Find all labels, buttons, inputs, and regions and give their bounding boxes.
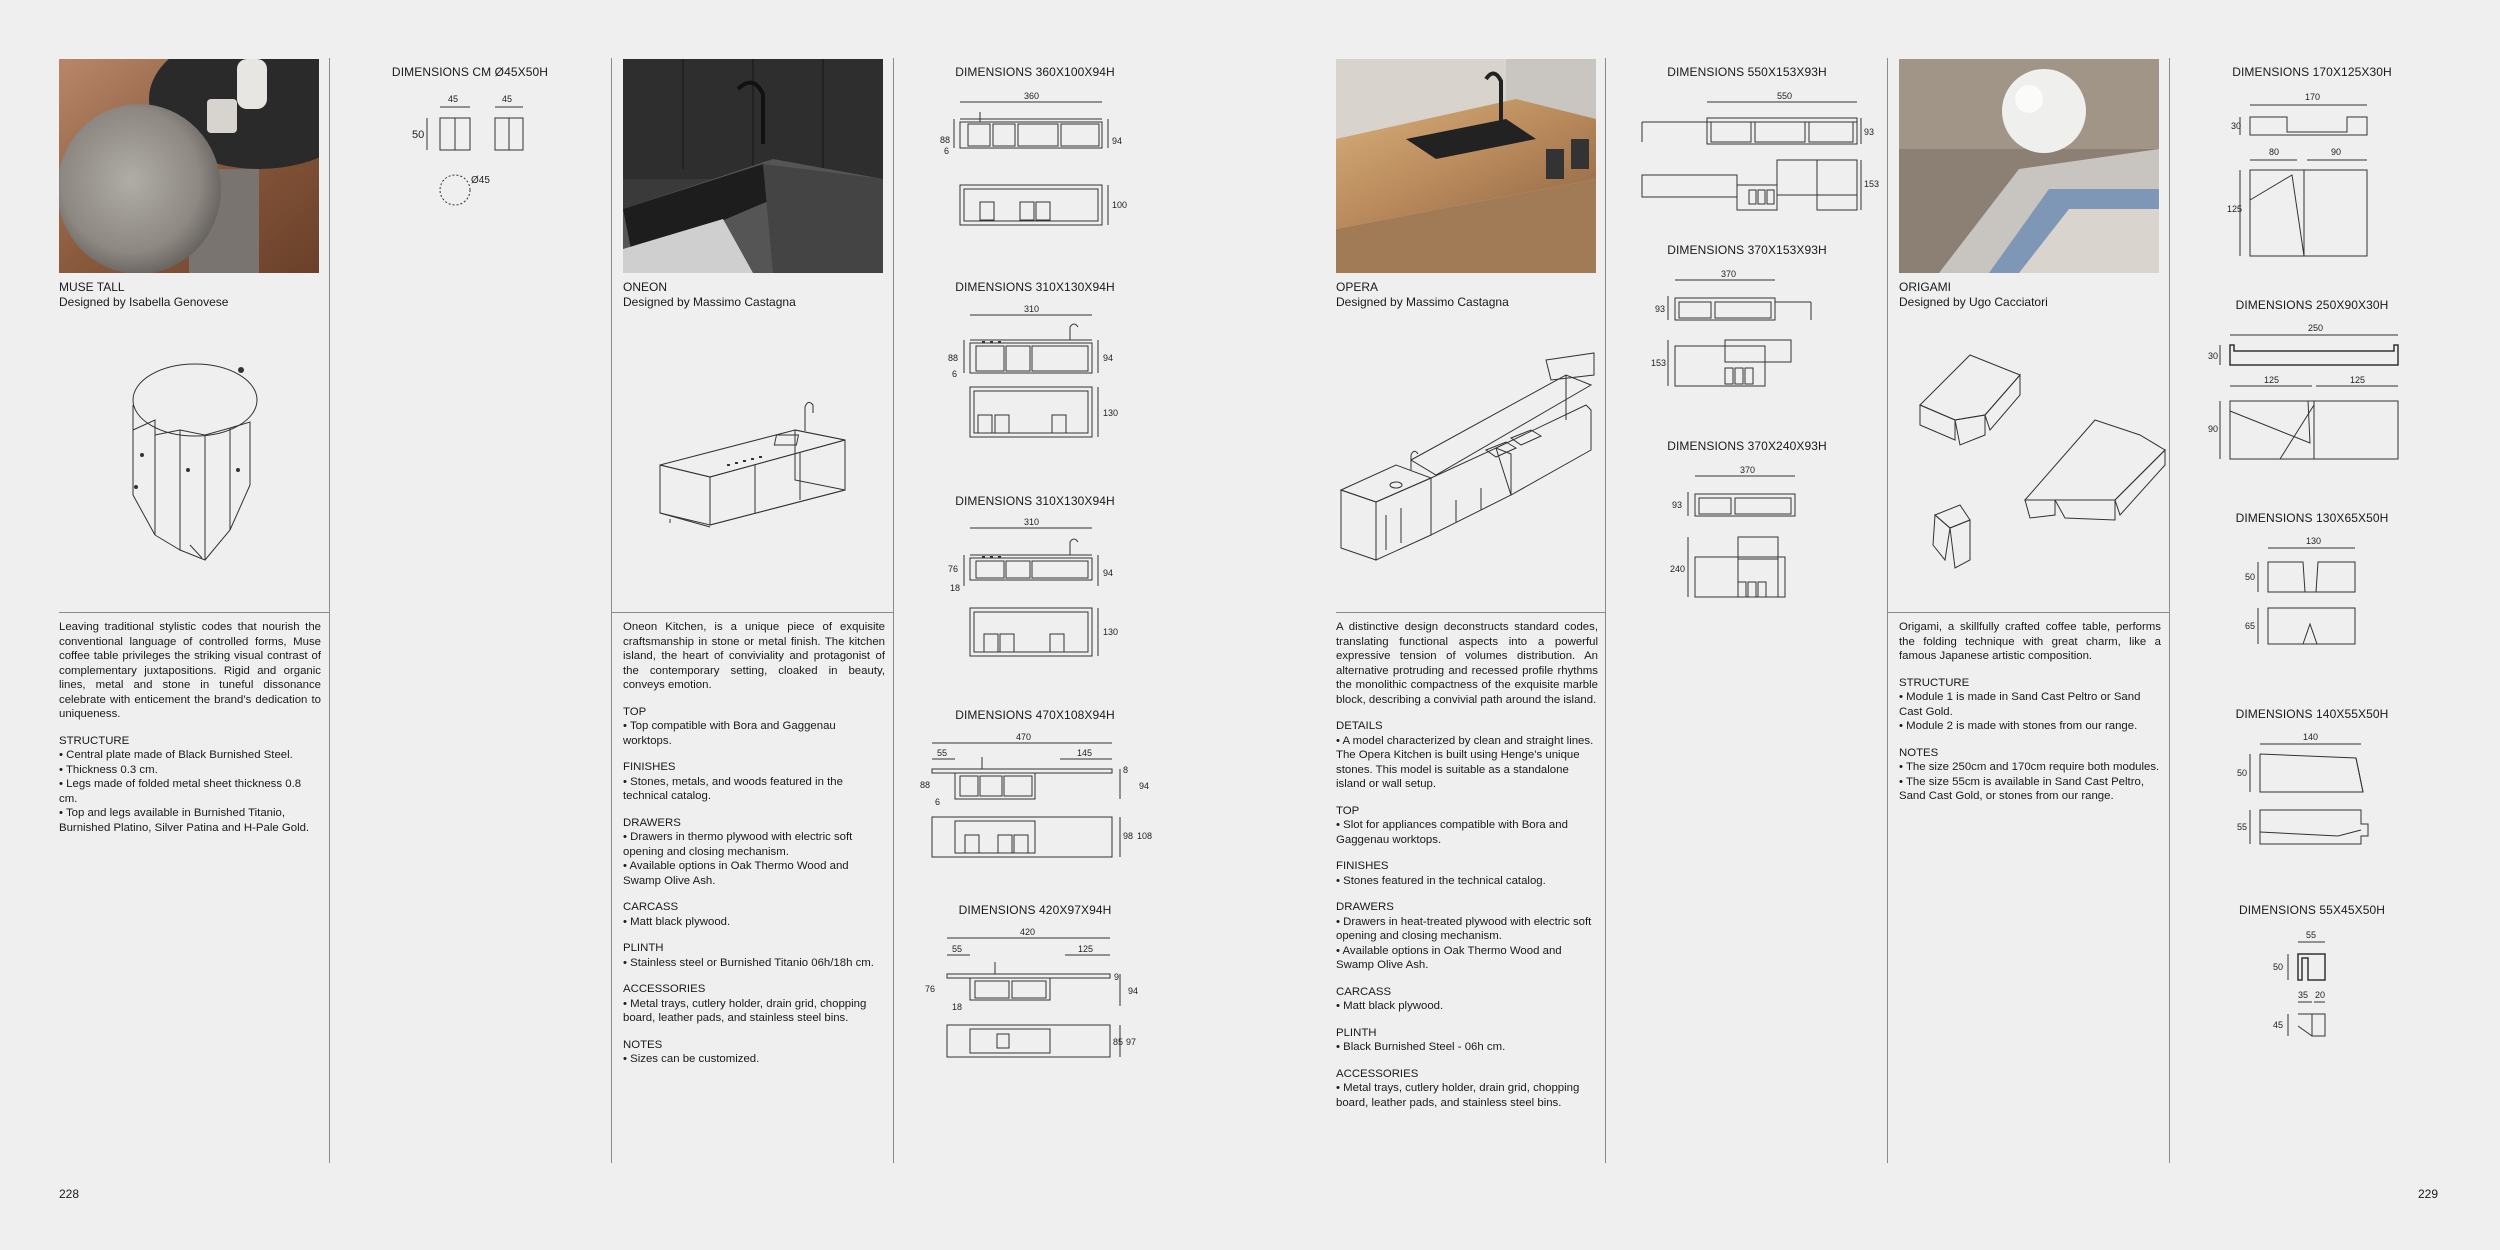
dim-label: 88 xyxy=(920,780,931,790)
dim-label: 45 xyxy=(2273,1020,2284,1030)
dim-label: 90 xyxy=(2208,424,2219,434)
spec-section xyxy=(1336,804,1598,848)
spec-heading: TOP xyxy=(1336,804,1360,817)
product-text xyxy=(1899,620,2161,804)
spec-heading: ACCESSORIES xyxy=(623,983,706,995)
product-name: OPERA xyxy=(1336,280,1379,294)
dim-label: 100 xyxy=(1112,200,1128,210)
dim-label: 9 xyxy=(1114,972,1120,982)
dim-label: 310 xyxy=(1024,517,1040,527)
product-caption xyxy=(1336,280,1598,310)
section-rule xyxy=(611,612,893,613)
spec-heading: DRAWERS xyxy=(1336,901,1394,913)
dim-label: 94 xyxy=(1103,568,1114,578)
spec-section xyxy=(623,941,885,970)
dim-label: 93 xyxy=(1655,304,1666,314)
spec-line: • Slot for appliances compatible with Bora and Gaggenau worktops. xyxy=(1336,819,1568,846)
page-number-right: 229 xyxy=(2418,1187,2439,1201)
spec-line: • Module 1 is made in Sand Cast Peltro or Sand Cast Gold. xyxy=(1899,691,2141,718)
product-text xyxy=(623,620,885,1067)
spec-heading: PLINTH xyxy=(623,942,664,954)
spec-line: • Legs made of folded metal sheet thickness 0.8 cm. xyxy=(59,778,302,805)
dim-label: 140 xyxy=(2303,732,2319,742)
product-description: Leaving traditional stylistic codes that nourish the conventional language of controlled forms, Muse coffee table privileges the striking visual contrast of complementary juxtapositions. Rigid and organic lines, metal and stone in tuneful dissonance celebrate with enticement the brand’s dedication to uniqueness. xyxy=(59,621,321,720)
spec-section xyxy=(1899,746,2161,804)
dim-label: 310 xyxy=(1024,304,1040,314)
oneon-drawing xyxy=(655,395,895,535)
product-designer: Designed by Massimo Castagna xyxy=(623,295,796,309)
dim-label: 108 xyxy=(1137,831,1153,841)
dim-label: 153 xyxy=(1864,179,1880,189)
dim-label: 50 xyxy=(2237,768,2248,778)
dim-label: 125 xyxy=(2264,375,2280,385)
dim-label: 30 xyxy=(2231,121,2242,131)
oneon-dimension-drawing xyxy=(940,518,1140,658)
dim-label: 130 xyxy=(1103,627,1119,637)
dim-label: 153 xyxy=(1651,358,1667,368)
section-rule xyxy=(59,612,329,613)
dim-label: 240 xyxy=(1670,564,1686,574)
muse-tall-photo xyxy=(59,59,319,273)
dim-label: Ø45 xyxy=(471,175,490,186)
spec-line: • Metal trays, cutlery holder, drain grid, chopping board, leather pads, and stainless steel bins. xyxy=(623,997,867,1024)
origami-dimension-drawing xyxy=(2250,928,2370,1048)
dim-label: 370 xyxy=(1721,269,1737,279)
dimension-title: DIMENSIONS 250X90X30H xyxy=(2235,298,2389,312)
spec-line: • The size 250cm and 170cm require both modules. xyxy=(1899,761,2160,773)
dim-label: 50 xyxy=(2273,962,2284,972)
spec-line: • Available options in Oak Thermo Wood and Swamp Olive Ash. xyxy=(1336,944,1562,971)
dim-label: 6 xyxy=(944,146,950,156)
dim-label: 50 xyxy=(2245,572,2256,582)
dim-label: 55 xyxy=(937,748,948,758)
spec-section xyxy=(1336,859,1598,888)
dimension-title: DIMENSIONS CM Ø45X50H xyxy=(391,65,549,79)
spec-line: • Metal trays, cutlery holder, drain grid, chopping board, leather pads, and stainless steel bins. xyxy=(1336,1082,1580,1109)
spec-heading: TOP xyxy=(623,705,647,718)
product-designer: Designed by Ugo Cacciatori xyxy=(1899,295,2048,309)
spec-heading: NOTES xyxy=(1899,746,1939,759)
dim-label: 55 xyxy=(952,944,963,954)
dimension-title: DIMENSIONS 370X240X93H xyxy=(1667,439,1827,453)
dim-label: 80 xyxy=(2269,147,2280,157)
spec-line: • Drawers in heat-treated plywood with electric soft opening and closing mechanism. xyxy=(1336,915,1592,942)
dim-label: 76 xyxy=(948,564,959,574)
dim-label: 18 xyxy=(950,583,961,593)
spec-heading: FINISHES xyxy=(623,761,676,773)
section-rule xyxy=(1887,612,2169,613)
spec-section xyxy=(1336,900,1598,973)
dim-label: 97 xyxy=(1126,1037,1137,1047)
dim-label: 94 xyxy=(1139,781,1150,791)
origami-dimension-drawing xyxy=(2228,732,2388,852)
dim-label: 50 xyxy=(412,129,425,141)
dimension-title: DIMENSIONS 360X100X94H xyxy=(955,65,1115,79)
dim-label: 65 xyxy=(2245,621,2256,631)
dimension-title: DIMENSIONS 370X153X93H xyxy=(1667,243,1827,257)
product-designer: Designed by Massimo Castagna xyxy=(1336,295,1509,309)
dim-label: 420 xyxy=(1020,927,1036,937)
dim-label: 94 xyxy=(1128,986,1139,996)
product-text xyxy=(1336,620,1598,1110)
spec-line: • Stainless steel or Burnished Titanio 06h/18h cm. xyxy=(623,956,874,969)
spec-line: • Stones featured in the technical catalog. xyxy=(1336,874,1546,887)
oneon-photo xyxy=(623,59,883,273)
dim-label: 20 xyxy=(2315,990,2326,1000)
opera-dimension-drawing xyxy=(1670,464,1860,614)
product-name: ORIGAMI xyxy=(1899,280,1952,294)
dim-label: 90 xyxy=(2331,147,2342,157)
spec-section xyxy=(59,734,321,836)
column-divider xyxy=(611,58,612,1163)
dimension-title: DIMENSIONS 55X45X50H xyxy=(2238,903,2386,917)
dim-label: 550 xyxy=(1777,91,1793,101)
spec-line: • Sizes can be customized. xyxy=(623,1053,760,1065)
product-name: MUSE TALL xyxy=(59,280,125,294)
oneon-dimension-drawing xyxy=(940,305,1140,445)
spec-line: • Central plate made of Black Burnished Steel. xyxy=(59,749,293,761)
spec-section xyxy=(1899,676,2161,734)
spec-heading: DETAILS xyxy=(1336,720,1383,732)
opera-dimension-drawing xyxy=(1637,90,1887,210)
spec-section xyxy=(623,900,885,929)
spec-section xyxy=(1336,1067,1598,1111)
dimension-title: DIMENSIONS 140X55X50H xyxy=(2235,707,2389,721)
dim-label: 55 xyxy=(2306,930,2317,940)
spec-line: • Top compatible with Bora and Gaggenau worktops. xyxy=(623,720,836,747)
dim-label: 45 xyxy=(448,94,459,104)
dim-label: 250 xyxy=(2308,323,2324,333)
dim-label: 8 xyxy=(1123,765,1129,775)
opera-dimension-drawing xyxy=(1651,268,1845,388)
column-divider xyxy=(329,58,330,1163)
dim-label: 88 xyxy=(940,135,951,145)
column-divider xyxy=(1605,58,1606,1163)
dim-label: 360 xyxy=(1024,91,1040,101)
dimension-title: DIMENSIONS 170X125X30H xyxy=(2232,65,2392,79)
product-caption xyxy=(59,280,321,310)
spec-line: • Available options in Oak Thermo Wood and Swamp Olive Ash. xyxy=(623,860,849,887)
spec-section xyxy=(1336,985,1598,1014)
dim-label: 125 xyxy=(1078,944,1094,954)
muse-dimension-drawing xyxy=(405,90,545,240)
origami-dimension-drawing xyxy=(2200,323,2400,473)
dim-label: 130 xyxy=(2306,536,2322,546)
dim-label: 18 xyxy=(952,1002,963,1012)
spec-line: • Drawers in thermo plywood with electric soft opening and closing mechanism. xyxy=(623,831,853,858)
product-designer: Designed by Isabella Genovese xyxy=(59,295,229,309)
dimension-title: DIMENSIONS 470X108X94H xyxy=(955,708,1115,722)
dimension-title: DIMENSIONS 130X65X50H xyxy=(2235,511,2389,525)
spec-line: • Thickness 0.3 cm. xyxy=(59,763,158,776)
spec-section xyxy=(623,760,885,804)
origami-dimension-drawing xyxy=(2212,90,2392,260)
dim-label: 88 xyxy=(948,353,959,363)
spec-heading: CARCASS xyxy=(1336,985,1392,998)
column-divider xyxy=(1887,58,1888,1163)
product-description: A distinctive design deconstructs standard codes, translating functional aspects into a powerful expressive tension of volumes distribution. An alternative protruding and recessed profile rhythms the monolithic compactness of the exquisite marble block, describing a convivial path around the island. xyxy=(1336,621,1598,706)
opera-drawing xyxy=(1336,350,1596,570)
spec-heading: NOTES xyxy=(623,1038,663,1051)
spec-line: • Black Burnished Steel - 06h cm. xyxy=(1336,1041,1506,1053)
spec-section xyxy=(623,1038,885,1067)
spec-line: • Stones, metals, and woods featured in the technical catalog. xyxy=(623,775,843,802)
oneon-dimension-drawing xyxy=(925,928,1145,1058)
spec-section xyxy=(623,816,885,889)
spec-heading: STRUCTURE xyxy=(1899,676,1970,689)
dim-label: 30 xyxy=(2208,351,2219,361)
dim-label: 93 xyxy=(1864,127,1875,137)
dim-label: 145 xyxy=(1077,748,1093,758)
dim-label: 55 xyxy=(2237,822,2248,832)
section-rule xyxy=(1336,612,1605,613)
dim-label: 470 xyxy=(1016,732,1032,742)
dim-label: 370 xyxy=(1740,465,1756,475)
dim-label: 125 xyxy=(2227,204,2243,214)
product-caption xyxy=(623,280,885,310)
spec-heading: PLINTH xyxy=(1336,1026,1377,1039)
spec-line: • Matt black plywood. xyxy=(623,915,731,928)
dimension-title: DIMENSIONS 310X130X94H xyxy=(955,494,1115,508)
oneon-dimension-drawing xyxy=(920,732,1153,863)
product-name: ONEON xyxy=(623,280,668,294)
spec-section xyxy=(623,705,885,749)
muse-tall-drawing xyxy=(110,360,270,570)
spec-section xyxy=(1336,719,1598,792)
dimension-title: DIMENSIONS 420X97X94H xyxy=(958,903,1112,917)
spec-line: • A model characterized by clean and straight lines. The Opera Kitchen is built using Henge’s unique stones. This model is suitable as a standalone island or wall setup. xyxy=(1336,734,1594,790)
dim-label: 94 xyxy=(1103,353,1114,363)
origami-drawing xyxy=(1915,350,2165,580)
dim-label: 98 xyxy=(1123,831,1134,841)
dim-label: 170 xyxy=(2305,92,2321,102)
product-description: Oneon Kitchen, is a unique piece of exquisite craftsmanship in stone or metal finish. The kitchen island, the heart of conviviality and protagonist of the contemporary setting, cloaked in beauty, conveys emotion. xyxy=(623,621,885,691)
product-caption xyxy=(1899,280,2161,310)
spec-line: • Matt black plywood. xyxy=(1336,1000,1444,1012)
spec-heading: STRUCTURE xyxy=(59,734,130,747)
dim-label: 85 xyxy=(1113,1037,1124,1047)
spec-section xyxy=(623,982,885,1026)
spec-heading: DRAWERS xyxy=(623,816,681,829)
dim-label: 76 xyxy=(925,984,936,994)
dim-label: 130 xyxy=(1103,408,1119,418)
dim-label: 125 xyxy=(2350,375,2366,385)
dimension-title: DIMENSIONS 550X153X93H xyxy=(1667,65,1827,79)
column-divider xyxy=(893,58,894,1163)
product-text xyxy=(59,620,321,835)
spec-section xyxy=(1336,1026,1598,1055)
dim-label: 45 xyxy=(502,94,513,104)
page-number-left: 228 xyxy=(59,1187,80,1201)
opera-photo xyxy=(1336,59,1596,273)
spec-heading: ACCESSORIES xyxy=(1336,1067,1419,1080)
spec-heading: CARCASS xyxy=(623,901,679,913)
origami-photo xyxy=(1899,59,2159,273)
dim-label: 35 xyxy=(2298,990,2309,1000)
dim-label: 6 xyxy=(952,369,958,379)
spec-heading: FINISHES xyxy=(1336,860,1389,872)
column-divider xyxy=(2169,58,2170,1163)
spec-line: • Module 2 is made with stones from our range. xyxy=(1899,720,2138,732)
dim-label: 94 xyxy=(1112,136,1123,146)
dim-label: 6 xyxy=(935,797,941,807)
dim-label: 93 xyxy=(1672,500,1683,510)
dimension-title: DIMENSIONS 310X130X94H xyxy=(955,280,1115,294)
origami-dimension-drawing xyxy=(2230,536,2390,656)
oneon-dimension-drawing xyxy=(940,90,1140,230)
spec-line: • Top and legs available in Burnished Titanio, Burnished Platino, Silver Patina and H-Pale Gold. xyxy=(59,807,310,834)
product-description: Origami, a skillfully crafted coffee table, performs the folding technique with great charm, like a famous Japanese artistic composition. xyxy=(1899,621,2161,662)
spec-line: • The size 55cm is available in Sand Cast Peltro, Sand Cast Gold, or stones from our range. xyxy=(1899,775,2144,802)
